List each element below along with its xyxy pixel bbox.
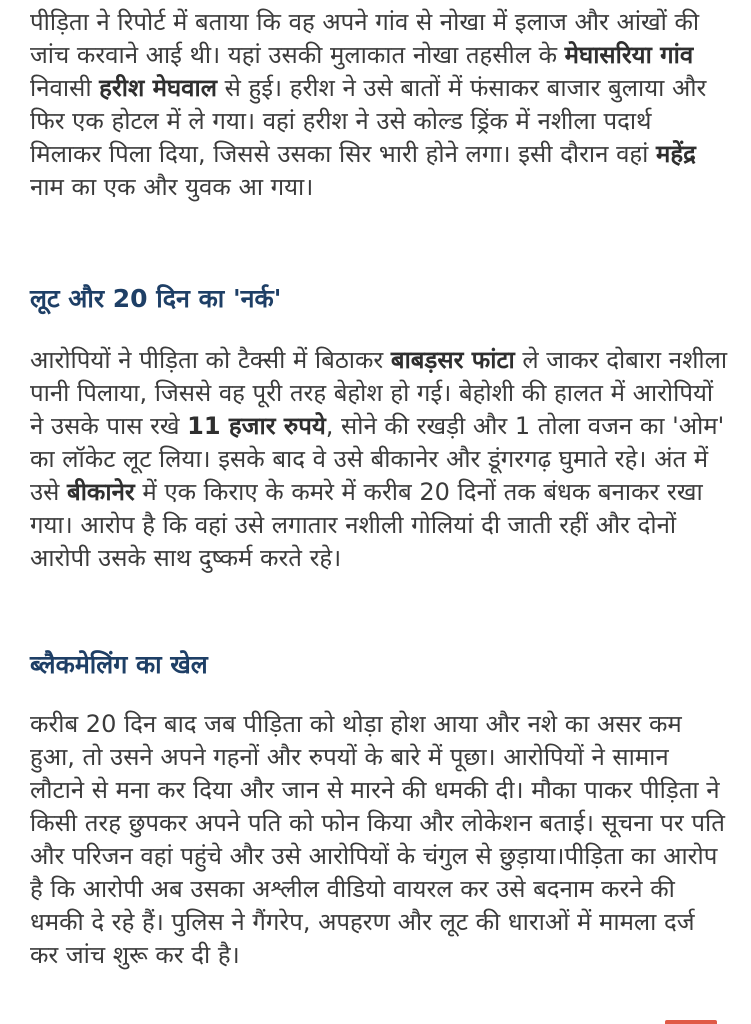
bold-village-name: मेघासरिया गांव — [564, 41, 694, 69]
bold-amount: 11 हजार रुपये — [187, 412, 326, 440]
text-span: ले जाकर दोबारा नशीला पानी पिलाया, जिससे वह पूरी तरह बेहोश हो गई। बेहोशी की हालत में आरोपियों ने उसके पास रखे — [30, 346, 728, 440]
section-heading-loot: लूट और 20 दिन का 'नर्क' — [30, 284, 282, 313]
text-span: पीड़िता ने रिपोर्ट में बताया कि वह अपने गांव से नोखा में इलाज और आंखों की जांच करवाने आई थी। यहां उसकी मुलाकात नोखा तहसील के — [30, 8, 700, 69]
text-span: आरोपियों ने पीड़िता को टैक्सी में बिठाकर — [30, 346, 391, 374]
bold-second-accused-name: महेंद्र — [656, 140, 696, 168]
paragraph-victim-report — [30, 6, 730, 204]
text-span: नाम का एक और युवक आ गया। — [30, 173, 314, 201]
text-span: में एक किराए के कमरे में करीब 20 दिनों तक बंधक बनाकर रखा गया। आरोप है कि वहां उसे लगातार नशीली गोलियां दी जाती रहीं और दोनों आरोपी उसके साथ दुष्कर्म करते रहे। — [30, 478, 703, 572]
bold-city-name: बीकानेर — [67, 478, 135, 506]
section-heading-blackmail: ब्लैकमेलिंग का खेल — [30, 650, 208, 679]
text-span: , सोने की रखड़ी और 1 तोला वजन का 'ओम' का लॉकेट लूट लिया। इसके बाद वे उसे बीकानेर और डूंगरगढ़ घुमाते रहे। अंत में उसे — [30, 412, 725, 506]
bold-location-name: बाबड़सर फांटा — [390, 346, 515, 374]
bold-accused-name: हरीश मेघवाल — [99, 74, 217, 102]
accent-bar — [665, 1020, 717, 1024]
text-span: निवासी — [30, 74, 100, 102]
paragraph-blackmail-details: करीब 20 दिन बाद जब पीड़िता को थोड़ा होश आया और नशे का असर कम हुआ, तो उसने अपने गहनों और रुपयों के बारे में पूछा। आरोपियों ने सामान लौटाने से मना कर दिया और जान से मारने की धमकी दी। मौका पाकर पीड़िता ने किसी तरह छुपकर अपने पति को फोन किया और लोकेशन बताई। सूचना पर पति और परिजन वहां पहुंचे और उसे आरोपियों के चंगुल से छुड़ाया।पीड़िता का आरोप है कि आरोपी अब उसका अश्लील वीडियो वायरल कर उसे बदनाम करने की धमकी दे रहे हैं। पुलिस ने गैंगरेप, अपहरण और लूट की धाराओं में मामला दर्ज कर जांच शुरू कर दी है। — [30, 710, 725, 969]
paragraph-loot-details — [30, 344, 730, 575]
text-span: से हुई। हरीश ने उसे बातों में फंसाकर बाजार बुलाया और फिर एक होटल में ले गया। वहां हरीश ने उसे कोल्ड ड्रिंक में नशीला पदार्थ मिलाकर पिला दिया, जिससे उसका सिर भारी होने लगा। इसी दौरान वहां — [30, 74, 707, 168]
